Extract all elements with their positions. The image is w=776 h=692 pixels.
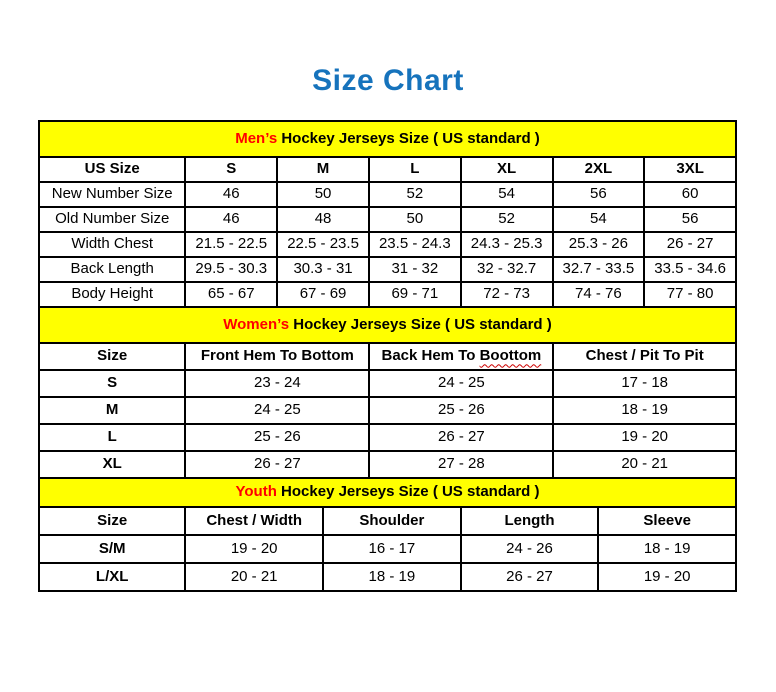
youth-col-header: Size [39, 507, 185, 535]
table-cell: 32.7 - 33.5 [553, 257, 645, 282]
table-cell: 24 - 26 [461, 535, 599, 563]
table-row [39, 451, 736, 478]
table-cell: 18 - 19 [553, 397, 736, 424]
row-label: L [39, 424, 185, 451]
table-cell: 19 - 20 [598, 563, 736, 591]
youth-heading-accent: Youth [235, 483, 277, 501]
table-cell: 23 - 24 [185, 370, 369, 397]
womens-header-row [39, 343, 736, 370]
row-label: S/M [39, 535, 185, 563]
table-cell: 54 [461, 182, 553, 207]
table-cell: 50 [369, 207, 461, 232]
table-row [39, 370, 736, 397]
table-cell: 72 - 73 [461, 282, 553, 307]
youth-header-row [39, 507, 736, 535]
womens-col-header: Size [39, 343, 185, 370]
table-cell: 48 [277, 207, 369, 232]
table-cell: 25 - 26 [185, 424, 369, 451]
table-cell: 18 - 19 [323, 563, 461, 591]
table-row [39, 232, 736, 257]
table-cell: 24.3 - 25.3 [461, 232, 553, 257]
womens-heading-accent: Women’s [223, 315, 290, 333]
table-cell: 25.3 - 26 [553, 232, 645, 257]
mens-section-heading-row [39, 121, 736, 157]
youth-col-header: Sleeve [598, 507, 736, 535]
row-label: Back Length [39, 257, 185, 282]
row-label: M [39, 397, 185, 424]
table-cell: 24 - 25 [185, 397, 369, 424]
table-cell: 18 - 19 [598, 535, 736, 563]
table-cell: 26 - 27 [461, 563, 599, 591]
womens-heading-rest: Hockey Jerseys Size ( US standard ) [289, 315, 552, 333]
table-cell: 32 - 32.7 [461, 257, 553, 282]
mens-col-header: 3XL [644, 157, 736, 182]
table-cell: 69 - 71 [369, 282, 461, 307]
table-cell: 50 [277, 182, 369, 207]
mens-heading-accent: Men’s [235, 129, 278, 147]
row-label: New Number Size [39, 182, 185, 207]
table-cell: 77 - 80 [644, 282, 736, 307]
table-cell: 20 - 21 [553, 451, 736, 478]
table-cell: 19 - 20 [185, 535, 323, 563]
womens-col-header: Chest / Pit To Pit [553, 343, 736, 370]
table-cell: 26 - 27 [369, 424, 553, 451]
table-cell: 17 - 18 [553, 370, 736, 397]
table-cell: 65 - 67 [185, 282, 277, 307]
mens-col-header: S [185, 157, 277, 182]
table-cell: 22.5 - 23.5 [277, 232, 369, 257]
womens-section-heading [39, 307, 736, 343]
womens-size-table [38, 306, 737, 479]
table-cell: 54 [553, 207, 645, 232]
row-label: XL [39, 451, 185, 478]
mens-col-header: US Size [39, 157, 185, 182]
youth-col-header: Chest / Width [185, 507, 323, 535]
table-cell: 16 - 17 [323, 535, 461, 563]
womens-section-heading-row [39, 307, 736, 343]
table-cell: 31 - 32 [369, 257, 461, 282]
womens-col-header: Front Hem To Bottom [185, 343, 369, 370]
table-row [39, 257, 736, 282]
table-cell: 26 - 27 [185, 451, 369, 478]
youth-section-heading-row [39, 478, 736, 507]
table-cell: 52 [461, 207, 553, 232]
table-cell: 56 [644, 207, 736, 232]
youth-section-heading [39, 478, 736, 507]
table-cell: 56 [553, 182, 645, 207]
row-label: Old Number Size [39, 207, 185, 232]
table-row [39, 424, 736, 451]
youth-col-header: Shoulder [323, 507, 461, 535]
table-cell: 21.5 - 22.5 [185, 232, 277, 257]
youth-col-header: Length [461, 507, 599, 535]
table-cell: 60 [644, 182, 736, 207]
mens-heading-rest: Hockey Jerseys Size ( US standard ) [277, 129, 540, 147]
table-cell: 74 - 76 [553, 282, 645, 307]
table-cell: 46 [185, 207, 277, 232]
page-title: Size Chart [312, 64, 464, 97]
mens-col-header: M [277, 157, 369, 182]
table-cell: 20 - 21 [185, 563, 323, 591]
table-cell: 24 - 25 [369, 370, 553, 397]
mens-col-header: XL [461, 157, 553, 182]
table-cell: 27 - 28 [369, 451, 553, 478]
size-chart-tables [38, 120, 737, 592]
table-row [39, 182, 736, 207]
table-cell: 52 [369, 182, 461, 207]
row-label: S [39, 370, 185, 397]
mens-size-table [38, 120, 737, 308]
mens-col-header: L [369, 157, 461, 182]
table-cell: 67 - 69 [277, 282, 369, 307]
table-cell: 30.3 - 31 [277, 257, 369, 282]
table-cell: 26 - 27 [644, 232, 736, 257]
mens-col-header: 2XL [553, 157, 645, 182]
table-row [39, 397, 736, 424]
table-row [39, 207, 736, 232]
row-label: Body Height [39, 282, 185, 307]
youth-size-table [38, 477, 737, 592]
row-label: L/XL [39, 563, 185, 591]
table-cell: 19 - 20 [553, 424, 736, 451]
table-cell: 23.5 - 24.3 [369, 232, 461, 257]
table-row [39, 282, 736, 307]
womens-col-header-prefix: Back Hem To [381, 347, 480, 365]
table-cell: 29.5 - 30.3 [185, 257, 277, 282]
mens-section-heading [39, 121, 736, 157]
table-cell: 25 - 26 [369, 397, 553, 424]
row-label: Width Chest [39, 232, 185, 257]
table-row [39, 563, 736, 591]
table-row [39, 535, 736, 563]
womens-col-header [369, 343, 553, 370]
table-cell: 46 [185, 182, 277, 207]
mens-header-row [39, 157, 736, 182]
youth-heading-rest: Hockey Jerseys Size ( US standard ) [276, 483, 540, 501]
misspelled-word: Boottom [479, 347, 542, 365]
table-cell: 33.5 - 34.6 [644, 257, 736, 282]
